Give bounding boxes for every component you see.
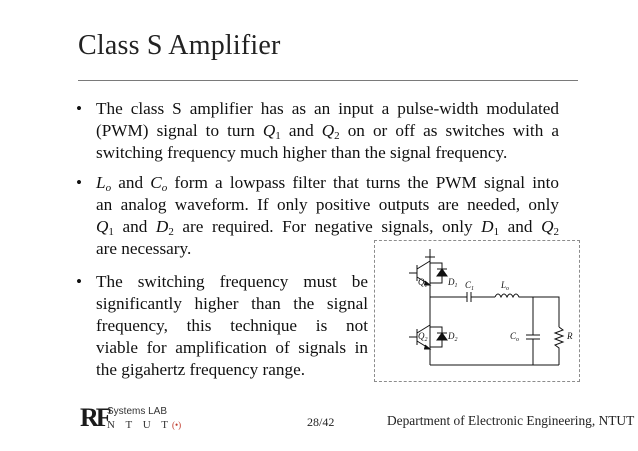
c1-label: $C_1$ <box>465 280 475 292</box>
output-wire <box>533 297 559 327</box>
logo-rf-mark: RF <box>80 403 109 432</box>
co-capacitor <box>526 297 540 365</box>
page-number: 28/42 <box>307 415 335 429</box>
title-divider <box>78 80 578 81</box>
vdd-rail <box>425 249 435 257</box>
lo-label: $L_o$ <box>501 280 510 292</box>
bullet-switching-frequency <box>76 271 368 381</box>
d1-diode <box>430 263 447 283</box>
bullet-pwm-input <box>76 98 559 164</box>
text-line: switching frequency much higher than the signal frequency. <box>96 143 508 162</box>
r-resistor <box>555 327 563 365</box>
text-line: The class S amplifier has as an input a pulse-width modulated <box>96 99 559 118</box>
d2-diode <box>430 327 447 347</box>
slide-title: Class S Amplifier <box>78 30 281 61</box>
co-label: $C_o$ <box>510 331 520 343</box>
lo-inductor <box>495 294 533 297</box>
q2-label: $Q_2$ <box>418 331 428 343</box>
text-line: an analog waveform. If only positive outputs are needed, only <box>96 195 559 214</box>
text-line: are necessary. <box>96 239 192 258</box>
r-label: R <box>567 331 573 341</box>
department-credit: Department of Electronic Engineering, NTUT <box>387 413 635 428</box>
d2-label: $D_2$ <box>448 331 458 343</box>
text-line: frequency, this technique is not <box>96 316 368 335</box>
schematic-svg <box>375 241 579 381</box>
logo-school: N T U T(•) <box>107 419 182 431</box>
text-line: significantly higher than the signal <box>96 294 368 313</box>
text-line: the gigahertz frequency range. <box>96 360 306 379</box>
text-line: $L_o$ and $C_o$ form a lowpass filter that turns the PWM signal into <box>96 173 559 194</box>
text-line: The switching frequency must be <box>96 272 368 291</box>
bullet-marker: • <box>76 99 83 118</box>
text-line: $Q_1$ and $D_2$ are required. For negative signals, only $D_1$ and $Q_2$ <box>96 217 559 238</box>
logo-lab-name: Systems LAB <box>107 406 168 417</box>
bullet-marker: • <box>76 173 83 192</box>
class-s-circuit-diagram <box>374 240 580 382</box>
text-line: viable for amplification of signals in <box>96 338 368 357</box>
q1-label: $Q_1$ <box>418 277 428 289</box>
d1-label: $D_1$ <box>448 277 458 289</box>
text-line: (PWM) signal to turn $Q_1$ and $Q_2$ on or off as switches with a <box>96 121 559 142</box>
c1-capacitor <box>467 292 495 302</box>
bullet-marker: • <box>76 272 83 291</box>
